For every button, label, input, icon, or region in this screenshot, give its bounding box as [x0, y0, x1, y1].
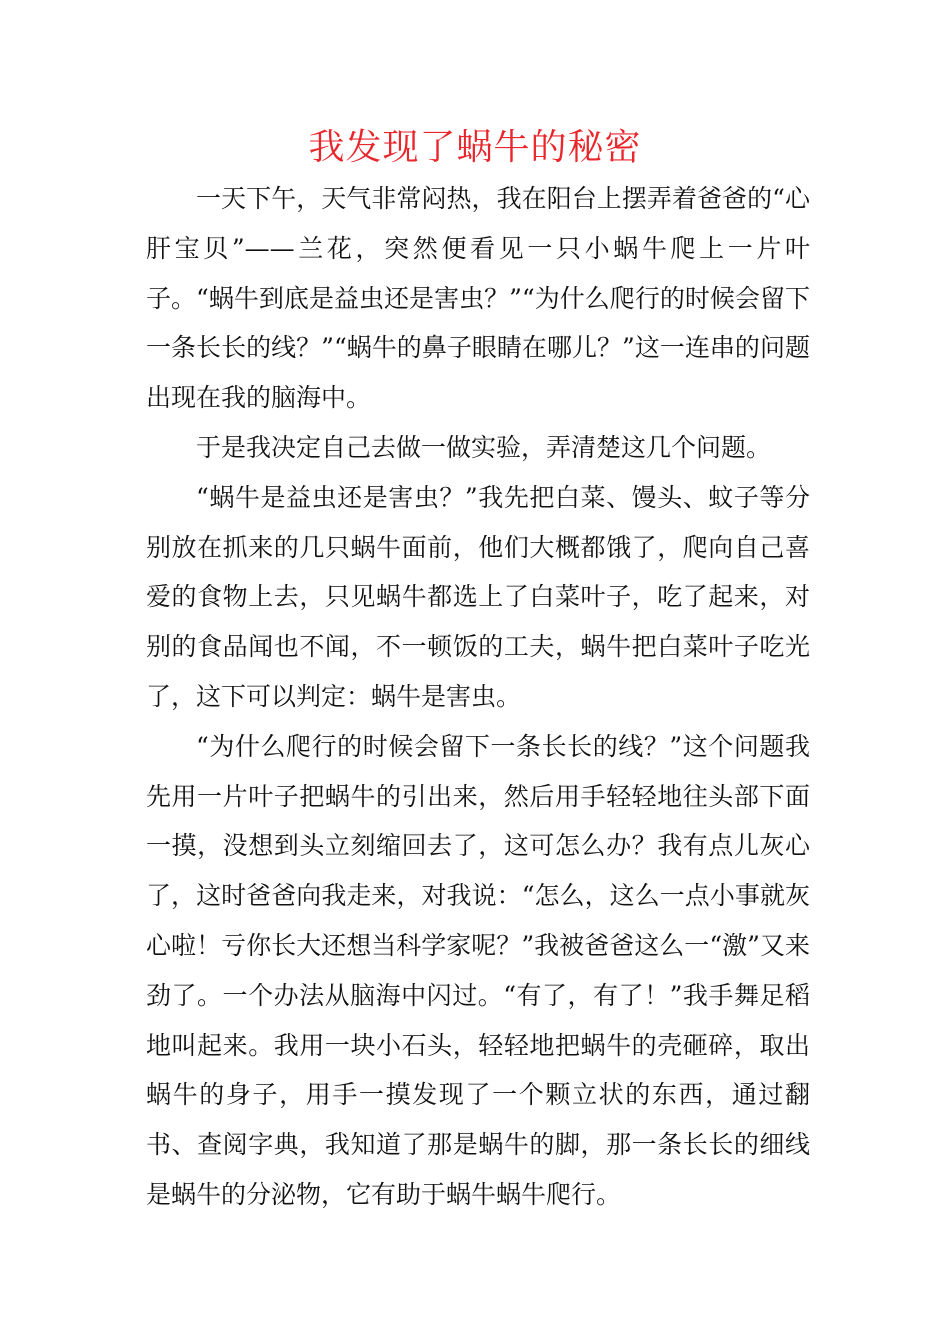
document-title: 我发现了蜗牛的秘密	[308, 127, 642, 168]
paragraph-3: “蜗牛是益虫还是害虫？”我先把白菜、馒头、蚊子等分别放在抓来的几只蜗牛面前，他们大概都饿了，爬向自己喜爱的食物上去，只见蜗牛都选上了白菜叶子，吃了起来，对别的食品闻也不闻，不一顿饭的工夫，蜗牛把白菜叶子吃光了，这下可以判定：蜗牛是害虫。	[146, 482, 810, 711]
paragraph-2: 于是我决定自己去做一做实验，弄清楚这几个问题。	[196, 432, 772, 462]
document-body	[146, 174, 810, 1220]
paragraph-1: 一天下午，天气非常闷热，我在阳台上摆弄着爸爸的“心肝宝贝”——兰花，突然便看见一只小蜗牛爬上一片叶子。“蜗牛到底是益虫还是害虫？”“为什么爬行的时候会留下一条长长的线？”“蜗牛的鼻子眼睛在哪儿？”这一连串的问题出现在我的脑海中。	[146, 184, 810, 413]
paragraph-4: “为什么爬行的时候会留下一条长长的线？”这个问题我先用一片叶子把蜗牛的引出来，然后用手轻轻地往头部下面一摸，没想到头立刻缩回去了，这可怎么办？我有点儿灰心了，这时爸爸向我走来，对我说：“怎么，这么一点小事就灰心啦！亏你长大还想当科学家呢？”我被爸爸这么一“激”又来劲了。一个办法从脑海中闪过。“有了，有了！”我手舞足稻地叫起来。我用一块小石头，轻轻地把蜗牛的壳砸碎，取出蜗牛的身子，用手一摸发现了一个颗立状的东西，通过翻书、查阅字典，我知道了那是蜗牛的脚，那一条长长的细线是蜗牛的分泌物，它有助于蜗牛蜗牛爬行。	[146, 731, 810, 1209]
